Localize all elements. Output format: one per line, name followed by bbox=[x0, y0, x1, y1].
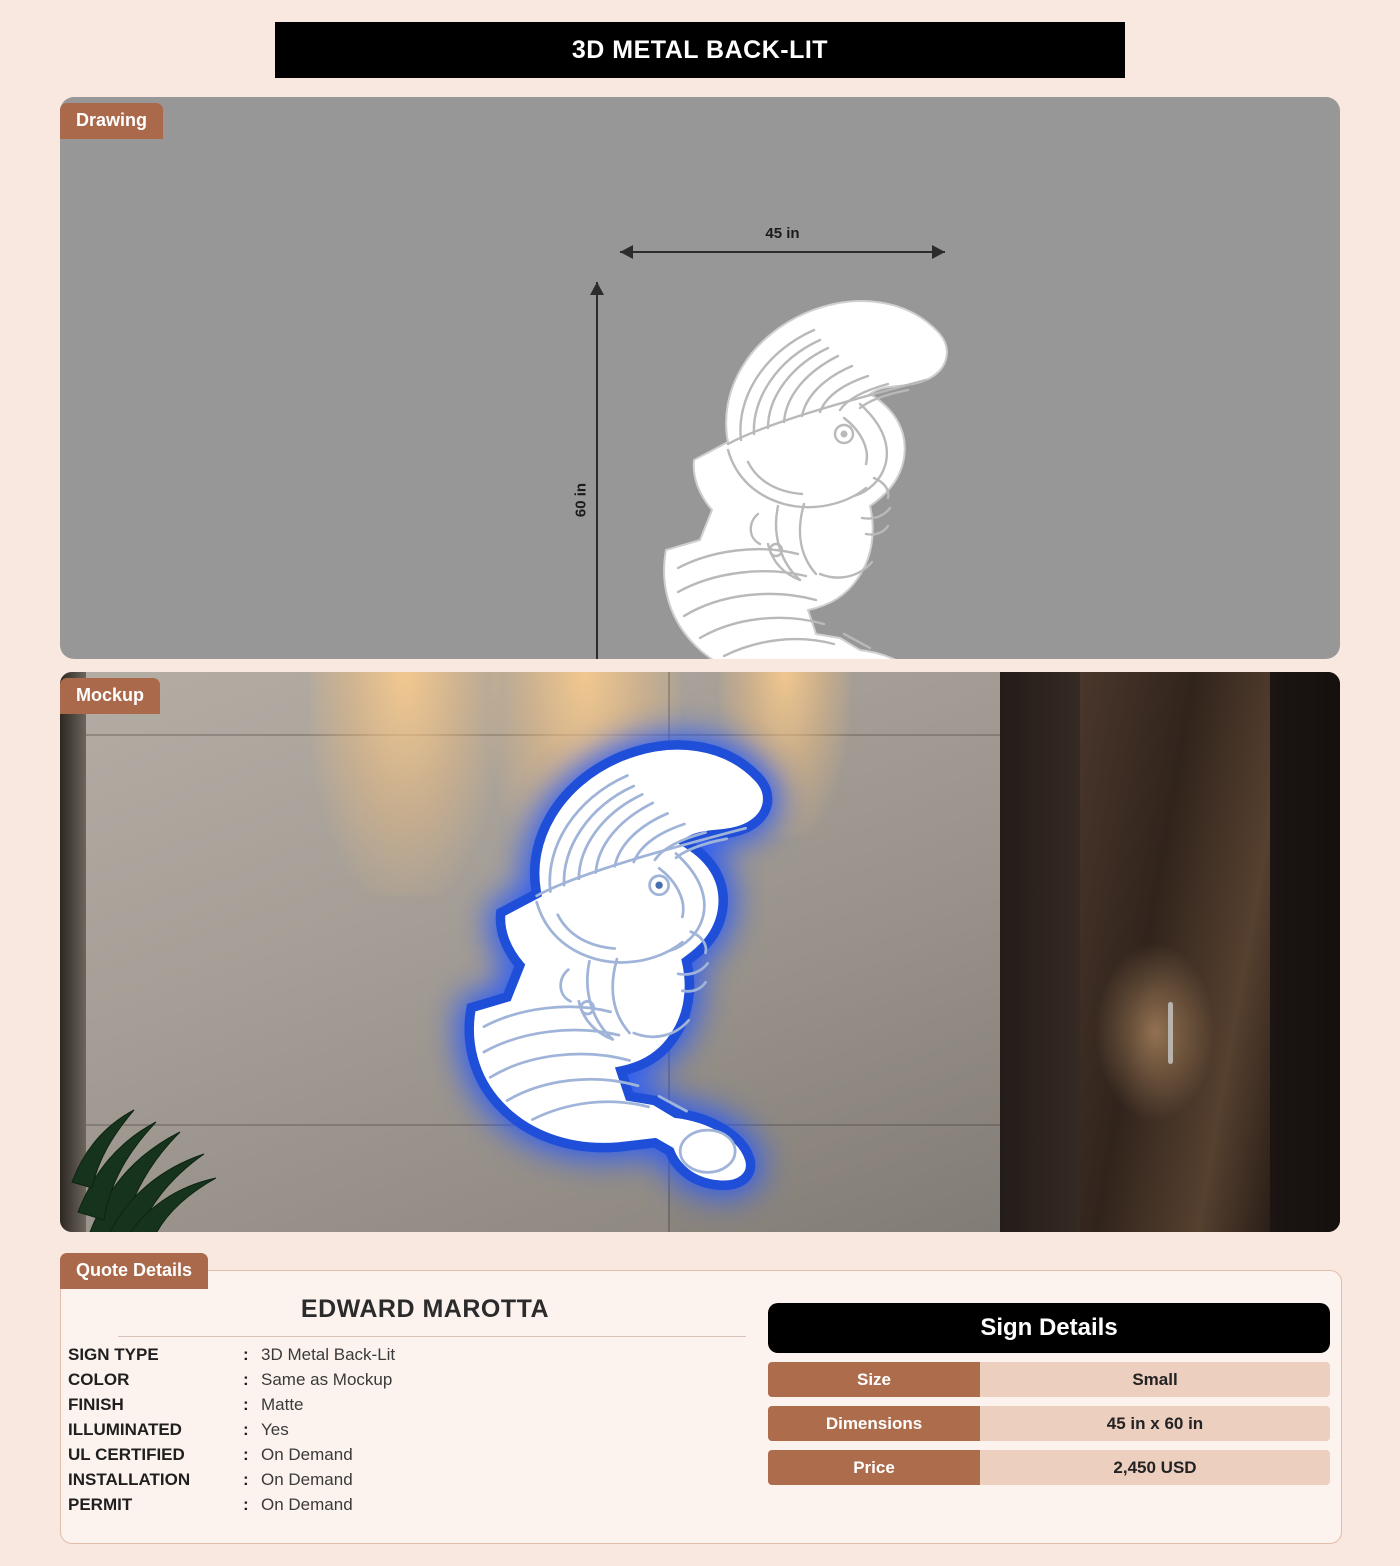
drawing-artwork bbox=[608, 282, 968, 659]
arrow-left-icon bbox=[620, 245, 633, 259]
sign-details-title: Sign Details bbox=[768, 1303, 1330, 1353]
sign-details-row bbox=[768, 1406, 1330, 1441]
sign-details-value: Small bbox=[980, 1362, 1330, 1397]
mockup-tab: Mockup bbox=[60, 678, 160, 714]
drawing-panel bbox=[60, 97, 1340, 659]
spec-row bbox=[68, 1370, 758, 1395]
spec-row bbox=[68, 1445, 758, 1470]
spec-colon: : bbox=[243, 1370, 249, 1389]
spec-value: On Demand bbox=[261, 1470, 353, 1489]
spec-label: PERMIT bbox=[68, 1495, 133, 1514]
mockup-plant bbox=[70, 982, 250, 1232]
sign-details-value: 45 in x 60 in bbox=[980, 1406, 1330, 1441]
sign-details-key: Price bbox=[768, 1450, 980, 1485]
door-handle bbox=[1168, 1002, 1173, 1064]
header-bar bbox=[275, 22, 1125, 78]
spec-value: Matte bbox=[261, 1395, 304, 1414]
mockup-sign-artwork bbox=[410, 717, 790, 1197]
spec-colon: : bbox=[243, 1470, 249, 1489]
sign-details-key: Size bbox=[768, 1362, 980, 1397]
spec-value: Yes bbox=[261, 1420, 289, 1439]
spec-label: SIGN TYPE bbox=[68, 1345, 159, 1364]
spec-row bbox=[68, 1470, 758, 1495]
arrow-right-icon bbox=[932, 245, 945, 259]
width-dimension-line bbox=[620, 251, 945, 253]
sign-details-key: Dimensions bbox=[768, 1406, 980, 1441]
sign-details-row bbox=[768, 1450, 1330, 1485]
width-dimension-label: 45 in bbox=[765, 225, 800, 242]
spec-list bbox=[68, 1345, 758, 1520]
drawing-tab: Drawing bbox=[60, 103, 163, 139]
spec-colon: : bbox=[243, 1495, 249, 1514]
page-title: 3D METAL BACK-LIT bbox=[571, 35, 829, 64]
spec-value: 3D Metal Back-Lit bbox=[261, 1345, 396, 1364]
spec-value: Same as Mockup bbox=[261, 1370, 393, 1389]
spec-colon: : bbox=[243, 1445, 249, 1464]
spec-label: UL CERTIFIED bbox=[68, 1445, 185, 1464]
spec-value: On Demand bbox=[261, 1495, 353, 1514]
sign-details-row bbox=[768, 1362, 1330, 1397]
divider bbox=[118, 1336, 746, 1337]
width-dimension bbox=[620, 225, 945, 259]
height-dimension-line bbox=[596, 282, 598, 659]
spec-row bbox=[68, 1495, 758, 1520]
customer-name: EDWARD MAROTTA bbox=[300, 1295, 550, 1323]
spec-label: FINISH bbox=[68, 1395, 124, 1414]
spec-label: COLOR bbox=[68, 1370, 130, 1389]
sign-details-card bbox=[768, 1303, 1330, 1485]
spec-colon: : bbox=[243, 1420, 249, 1439]
spec-colon: : bbox=[243, 1395, 249, 1414]
spec-value: On Demand bbox=[261, 1445, 353, 1464]
sign-details-value: 2,450 USD bbox=[980, 1450, 1330, 1485]
arrow-up-icon bbox=[590, 282, 604, 295]
mockup-door-glow bbox=[1095, 942, 1215, 1122]
spec-row bbox=[68, 1420, 758, 1445]
quote-details-tab: Quote Details bbox=[60, 1253, 208, 1289]
spec-label: ILLUMINATED bbox=[68, 1420, 182, 1439]
spec-colon: : bbox=[243, 1345, 249, 1364]
mockup-panel bbox=[60, 672, 1340, 1232]
spec-label: INSTALLATION bbox=[68, 1470, 191, 1489]
spec-row bbox=[68, 1395, 758, 1420]
spec-row bbox=[68, 1345, 758, 1370]
height-dimension-label: 60 in bbox=[572, 482, 590, 517]
